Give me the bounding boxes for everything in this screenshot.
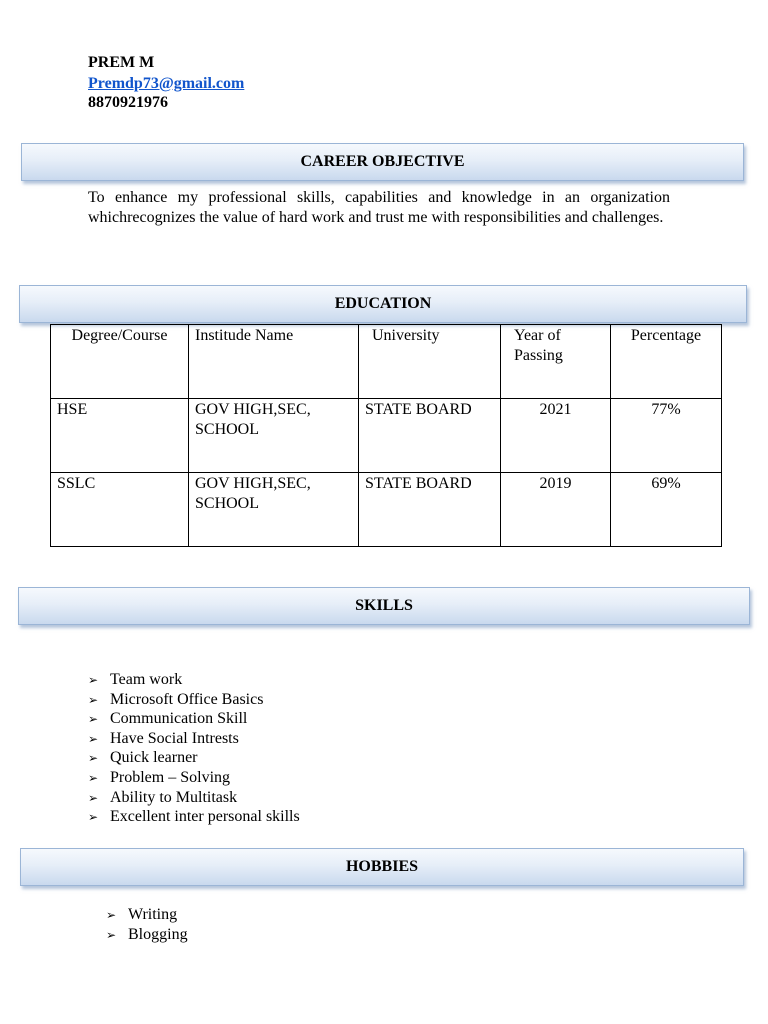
arrow-bullet-icon: ➢ [88, 692, 99, 707]
list-item: ➢ Have Social Intrests [88, 729, 300, 749]
cell-university: STATE BOARD [359, 473, 501, 547]
phone-number: 8870921976 [88, 94, 168, 111]
arrow-bullet-icon: ➢ [88, 673, 99, 687]
cell-year: 2021 [501, 399, 611, 473]
arrow-bullet-icon: ➢ [88, 731, 99, 746]
education-heading: EDUCATION [19, 285, 747, 323]
cell-year: 2019 [501, 473, 611, 547]
list-item: ➢ Blogging [106, 925, 188, 945]
email-link[interactable]: Premdp73@gmail.com [88, 75, 245, 92]
list-item: ➢ Ability to Multitask [88, 788, 300, 808]
list-item: ➢ Excellent inter personal skills [88, 807, 300, 827]
list-item: ➢ Quick learner [88, 748, 300, 768]
education-table [50, 324, 722, 547]
arrow-bullet-icon: ➢ [88, 790, 99, 805]
table-row [51, 473, 722, 547]
arrow-bullet-icon: ➢ [88, 751, 99, 766]
skills-list [88, 670, 300, 827]
column-header-percentage: Percentage [611, 325, 722, 399]
list-item: ➢ Microsoft Office Basics [88, 690, 300, 710]
arrow-bullet-icon: ➢ [88, 712, 99, 727]
cell-institute: GOV HIGH,SEC, SCHOOL [189, 399, 359, 473]
column-header-year: Year of Passing [501, 325, 611, 399]
column-header-institute: Institude Name [189, 325, 359, 399]
skills-heading: SKILLS [18, 587, 750, 625]
column-header-degree: Degree/Course [51, 325, 189, 399]
career-objective-text: To enhance my professional skills, capabilities and knowledge in an organization whichrecognizes the value of hard work and trust me with responsibilities and challenges. [88, 189, 670, 226]
column-header-university: University [359, 325, 501, 399]
table-row [51, 399, 722, 473]
career-objective-heading: CAREER OBJECTIVE [21, 143, 744, 181]
cell-institute: GOV HIGH,SEC, SCHOOL [189, 473, 359, 547]
arrow-bullet-icon: ➢ [88, 770, 99, 785]
hobbies-heading: HOBBIES [20, 848, 744, 886]
list-item: ➢ Communication Skill [88, 709, 300, 729]
candidate-name: PREM M [88, 54, 155, 71]
cell-degree: HSE [51, 399, 189, 473]
hobbies-list [106, 905, 188, 944]
cell-percentage: 77% [611, 399, 722, 473]
arrow-bullet-icon: ➢ [106, 927, 117, 942]
arrow-bullet-icon: ➢ [88, 810, 99, 825]
list-item: ➢ Problem – Solving [88, 768, 300, 788]
cell-degree: SSLC [51, 473, 189, 547]
cell-percentage: 69% [611, 473, 722, 547]
list-item: ➢ Team work [88, 670, 300, 690]
cell-university: STATE BOARD [359, 399, 501, 473]
list-item: ➢ Writing [106, 905, 188, 925]
table-header-row [51, 325, 722, 399]
arrow-bullet-icon: ➢ [106, 908, 117, 922]
